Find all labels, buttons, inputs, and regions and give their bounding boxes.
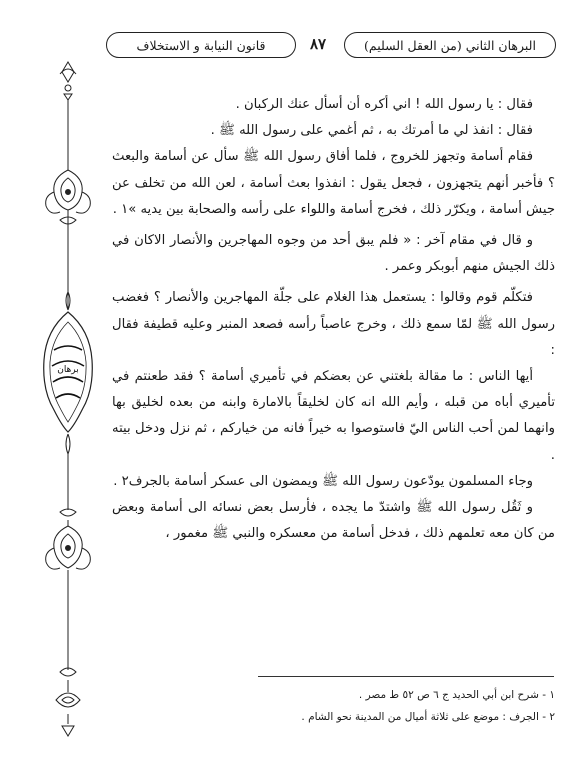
- chapter-title: قانون النيابة و الاستخلاف: [136, 37, 266, 53]
- main-text: [112, 92, 555, 547]
- page-header: [106, 32, 556, 62]
- section-title-box: [344, 32, 556, 58]
- bottom-finial-ornament: [56, 668, 80, 736]
- lower-arabesque-ornament: [46, 509, 91, 569]
- footnote: ١ - شرح ابن أبي الحديد ج ٦ ص ٥٢ ط مصر .: [358, 689, 555, 701]
- chapter-title-box: [106, 32, 296, 58]
- footnotes: [112, 684, 555, 728]
- paragraph: و قال في مقام آخر : « فلم يبق أحد من وجوه المهاجرين والأنصار الاكان في ذلك الجيش منهم أبوبكر وعمر .: [112, 233, 555, 275]
- paragraph: و ثَقُل رسول الله ﷺ واشتدّ ما يجده ، فأرسل بعض نسائه الى أسامة وبعض من كان معه تعلمهم ذلك ، فدخل أسامة من معسكره والنبي ﷺ مغمور ،: [112, 500, 555, 542]
- paragraph: فقام أسامة وتجهز للخروج ، فلما أفاق رسول الله ﷺ سأل عن أسامة والبعث ؟ فأخبر أنهم يتجهزون ، فجعل يقول : انفذوا بعث أسامة ، لعن الله من تخلف عن جيش أسامة ، ويكرّر ذلك ، فخرج أسامة واللواء على رأسه والصحابة بين يديه »١ .: [112, 149, 555, 217]
- footnote: ٢ - الجرف : موضع على ثلاثة أميال من المدينة نحو الشام .: [301, 711, 555, 723]
- paragraph: فقال : انفذ لي ما أمرتك به ، ثم أغمي على رسول الله ﷺ .: [210, 123, 533, 139]
- paragraph: فتكلّم قوم وقالوا : يستعمل هذا الغلام على جلّة المهاجرين والأنصار ؟ فغضب رسول الله ﷺ لمّا سمع ذلك ، وخرج عاصباً رأسه فصعد المنبر وعليه قطيفة فقال :: [112, 290, 555, 358]
- paragraph: فقال : يا رسول الله ! اني أكره أن أسأل عنك الركبان .: [235, 97, 533, 112]
- paragraph: أيها الناس : ما مقالة بلغتني عن بعضكم في تأميري أسامة ؟ فقد طعنتم في تأميري أباه من قبله ، وأيم الله انه كان لخليقاً بالامارة وابنه من بعده لخليق بها وانهما لمن أحب الناس اليّ فاستوصوا به خيراً فانه من خياركم ، ثم نزل ودخل بيته .: [112, 369, 555, 463]
- section-title: البرهان الثاني (من العقل السليم): [364, 37, 536, 53]
- footnote-separator: [258, 676, 554, 677]
- paragraph: وجاء المسلمون يودّعون رسول الله ﷺ ويمضون الى عسكر أسامة بالجرف٢ .: [113, 473, 533, 489]
- page-number: ٨٧: [309, 35, 327, 53]
- central-medallion: [44, 292, 93, 470]
- upper-arabesque-ornament: [46, 170, 91, 230]
- medallion-text: برهان: [57, 365, 79, 375]
- ornamental-border: [38, 60, 98, 750]
